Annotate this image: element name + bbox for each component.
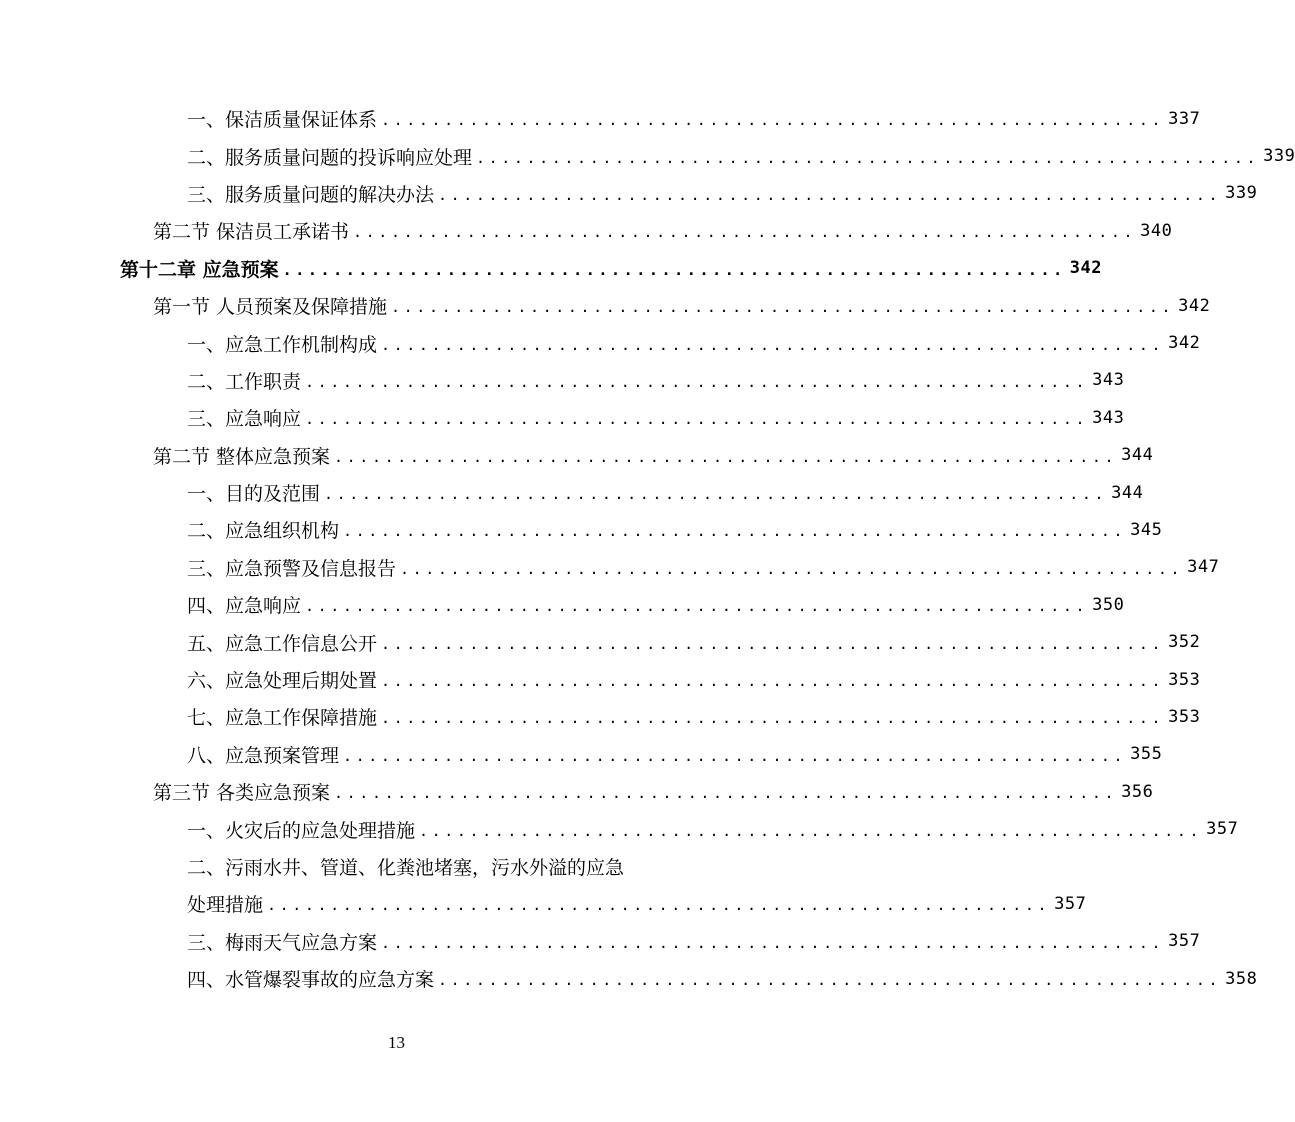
dot-leader: ..............................................................	[282, 260, 1066, 279]
dot-leader: ..............................................................	[419, 821, 1203, 840]
toc-entry-page: 342	[1168, 333, 1201, 354]
toc-entry[interactable]	[0, 848, 793, 885]
dot-leader: ..............................................................	[334, 784, 1118, 803]
page-number: 13	[388, 1033, 405, 1052]
toc-entry-title: 第二节 保洁员工承诺书	[153, 221, 350, 244]
toc-entry-page: 342	[1069, 258, 1102, 279]
dot-leader: ..............................................................	[381, 634, 1165, 653]
toc-entry-page: 339	[1225, 183, 1258, 204]
toc-entry[interactable]	[0, 698, 1201, 735]
dot-leader: ..............................................................	[334, 447, 1118, 466]
toc-entry-page: 358	[1225, 968, 1258, 989]
toc-entry[interactable]	[0, 362, 1125, 399]
toc-entry-title: 一、保洁质量保证体系	[187, 109, 378, 132]
toc-entry[interactable]	[0, 773, 1154, 810]
toc-entry[interactable]	[0, 661, 1201, 698]
dot-leader: ..............................................................	[267, 896, 1051, 915]
toc-entry[interactable]	[0, 623, 1201, 660]
toc-entry-page: 356	[1121, 781, 1154, 802]
dot-leader: ..............................................................	[381, 335, 1165, 354]
toc-entry[interactable]	[0, 511, 1163, 548]
toc-entry-title: 二、工作职责	[187, 370, 302, 393]
toc-entry-page: 357	[1054, 893, 1087, 914]
toc-entry-page: 345	[1130, 519, 1163, 540]
toc-entry-page: 339	[1263, 146, 1295, 167]
toc-entry[interactable]	[0, 212, 1173, 249]
toc-entry-page: 357	[1168, 931, 1201, 952]
toc-entry[interactable]	[0, 137, 1295, 174]
toc-entry-title: 二、污雨水井、管道、化粪池堵塞，污水外溢的应急	[187, 857, 625, 879]
toc-entry-page: 340	[1140, 220, 1173, 241]
toc-entry-title: 二、应急组织机构	[187, 520, 340, 543]
toc-entry[interactable]	[0, 474, 1144, 511]
toc-entry[interactable]	[0, 175, 1258, 212]
toc-entry-page: 343	[1092, 370, 1125, 391]
toc-entry-page: 343	[1092, 407, 1125, 428]
toc-entry-title: 第二节 整体应急预案	[153, 445, 331, 468]
toc-entry-page: 352	[1168, 632, 1201, 653]
toc-entry-title: 一、应急工作机制构成	[187, 333, 378, 356]
toc-entry[interactable]	[0, 437, 1154, 474]
toc-entry-title: 三、应急响应	[187, 408, 302, 431]
toc-entry[interactable]	[0, 960, 1258, 997]
dot-leader: ..............................................................	[381, 672, 1165, 691]
toc-entry-title: 第一节 人员预案及保障措施	[153, 296, 388, 319]
toc-entry[interactable]	[0, 100, 1201, 137]
toc-entry-title: 一、火灾后的应急处理措施	[187, 819, 416, 842]
dot-leader: ..............................................................	[381, 933, 1165, 952]
toc-entry[interactable]	[0, 287, 1211, 324]
dot-leader: ..............................................................	[343, 746, 1127, 765]
toc-entry-title: 三、服务质量问题的解决办法	[187, 183, 435, 206]
toc-entry-title: 五、应急工作信息公开	[187, 632, 378, 655]
toc-entry-title: 第十二章 应急预案	[120, 258, 279, 281]
toc-entry-page: 357	[1206, 819, 1239, 840]
toc-entry-title: 二、服务质量问题的投诉响应处理	[187, 146, 473, 169]
toc-entry-title: 六、应急处理后期处置	[187, 670, 378, 693]
toc-entry[interactable]	[0, 586, 1125, 623]
toc-entry-title: 四、水管爆裂事故的应急方案	[187, 969, 435, 992]
toc-entry[interactable]	[0, 250, 1102, 287]
dot-leader: ..............................................................	[343, 522, 1127, 541]
toc-entry-continuation[interactable]	[0, 885, 1087, 922]
table-of-contents	[0, 100, 1295, 997]
dot-leader: ..............................................................	[400, 559, 1184, 578]
toc-entry-page: 353	[1168, 706, 1201, 727]
toc-entry-page: 337	[1168, 108, 1201, 129]
toc-entry-page: 344	[1121, 445, 1154, 466]
dot-leader: ..............................................................	[391, 298, 1175, 317]
dot-leader: ..............................................................	[476, 148, 1260, 167]
toc-entry-title: 第三节 各类应急预案	[153, 782, 331, 805]
toc-entry-title: 四、应急响应	[187, 595, 302, 618]
dot-leader: ..............................................................	[353, 223, 1137, 242]
dot-leader: ..............................................................	[324, 485, 1108, 504]
toc-entry-page: 355	[1130, 744, 1163, 765]
toc-entry-page: 350	[1092, 594, 1125, 615]
toc-entry-page: 344	[1111, 482, 1144, 503]
toc-entry[interactable]	[0, 810, 1239, 847]
toc-entry-title: 三、应急预警及信息报告	[187, 557, 397, 580]
toc-entry-title: 八、应急预案管理	[187, 744, 340, 767]
toc-entry-page: 342	[1178, 295, 1211, 316]
dot-leader: ..............................................................	[305, 410, 1089, 429]
toc-entry-page: 347	[1187, 557, 1220, 578]
dot-leader: ..............................................................	[305, 597, 1089, 616]
dot-leader: ..............................................................	[381, 709, 1165, 728]
dot-leader: ..............................................................	[438, 971, 1222, 990]
dot-leader: ..............................................................	[305, 372, 1089, 391]
toc-entry-title: 三、梅雨天气应急方案	[187, 931, 378, 954]
toc-entry[interactable]	[0, 549, 1220, 586]
toc-entry-title: 一、目的及范围	[187, 483, 321, 506]
dot-leader: ..............................................................	[438, 185, 1222, 204]
toc-entry[interactable]	[0, 736, 1163, 773]
toc-entry[interactable]	[0, 324, 1201, 361]
toc-entry-page: 353	[1168, 669, 1201, 690]
dot-leader: ..............................................................	[381, 111, 1165, 130]
toc-entry[interactable]	[0, 399, 1125, 436]
toc-entry[interactable]	[0, 923, 1201, 960]
toc-entry-title: 处理措施	[187, 894, 264, 917]
toc-entry-title: 七、应急工作保障措施	[187, 707, 378, 730]
